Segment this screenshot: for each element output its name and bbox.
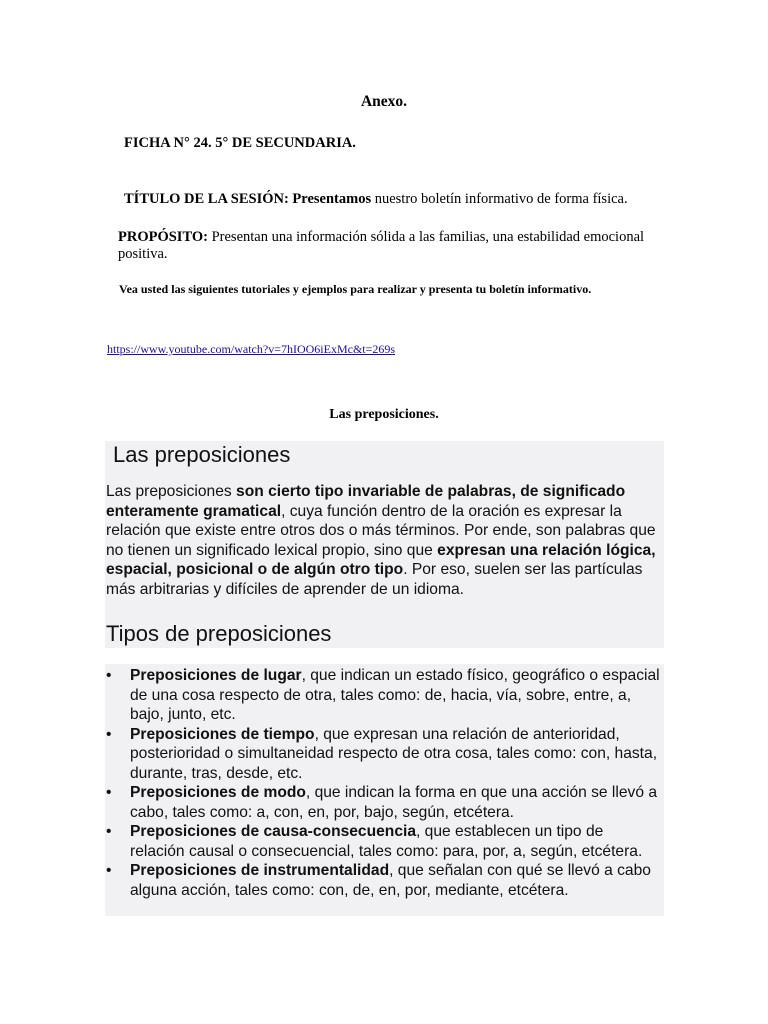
list-item-title: Preposiciones de tiempo [130, 725, 315, 743]
bullet-icon: • [106, 823, 112, 840]
list-item-title: Preposiciones de modo [130, 784, 306, 801]
article-heading: Las preposiciones [113, 442, 291, 467]
list-item [106, 783, 662, 822]
para-bold-1: son cierto tipo invariable de palabras, de significado enteramente gramatical [106, 483, 626, 520]
list-item-text: , que indican la forma en que una acción se llevó a cabo, tales como: a, con, en, por, bajo, según, etcétera. [130, 784, 657, 821]
anexo-heading: Anexo. [360, 93, 408, 110]
bullet-icon: • [106, 667, 112, 684]
session-title-bold: Presentamos [292, 191, 372, 207]
list-item-text: , que señalan con qué se llevó a cabo alguna acción, tales como: con, de, en, por, mediante, etcétera. [130, 862, 651, 899]
list-item [106, 822, 662, 861]
session-title [124, 191, 628, 208]
types-list [106, 666, 662, 900]
bullet-icon: • [106, 725, 112, 743]
types-heading: Tipos de preposiciones [106, 621, 332, 646]
purpose-label: PROPÓSITO: [118, 229, 208, 245]
list-item-title: Preposiciones de instrumentalidad [130, 862, 390, 879]
list-item-title: Preposiciones de causa-consecuencia [130, 823, 417, 840]
youtube-link[interactable]: https://www.youtube.com/watch?v=7hIOO6iExMc&t=269s [107, 342, 396, 356]
list-item-title: Preposiciones de lugar [130, 667, 302, 684]
list-item [106, 725, 662, 784]
para-part-3: . Por eso, suelen ser las partículas más arbitrarias y difíciles de aprender de un idioma. [106, 561, 643, 598]
list-item [106, 666, 662, 725]
purpose [118, 229, 678, 263]
list-item-text: , que indican un estado físico, geográfico o espacial de una cosa respecto de otra, tales como: de, hacia, vía, sobre, entre, a, bajo, junto, etc. [130, 667, 660, 723]
purpose-text: Presentan una información sólida a las familias, una estabilidad emocional positiva. [118, 229, 645, 262]
para-part-2: , cuya función dentro de la oración es expresar la relación que existe entre otros dos o más términos. Por ende, son palabras que no tienen un significado lexical propio, sino que [106, 502, 656, 559]
list-item-text: , que expresan una relación de anterioridad, posterioridad o simultaneidad respecto de otra cosa, tales como: con, hasta, durante, tras, desde, etc. [130, 725, 658, 782]
para-bold-2: expresan una relación lógica, espacial, posicional o de algún otro tipo [106, 541, 656, 578]
bullet-icon: • [106, 784, 112, 801]
section-title: Las preposiciones. [329, 407, 439, 422]
bullet-icon: • [106, 862, 112, 879]
list-item [106, 861, 662, 900]
ficha-label: FICHA N° 24. 5° DE SECUNDARIA. [124, 135, 356, 151]
list-item-text: , que establecen un tipo de relación causal o consecuencial, tales como: para, por, a, según, etcétera. [130, 823, 643, 860]
instruction-text: Vea usted las siguientes tutoriales y ejemplos para realizar y presenta tu boletín informativo. [119, 282, 592, 296]
para-part-1: Las preposiciones [106, 483, 237, 500]
session-title-label: TÍTULO DE LA SESIÓN: [124, 191, 289, 207]
article-paragraph [106, 482, 661, 599]
session-title-text: nuestro boletín informativo de forma física. [371, 191, 628, 207]
